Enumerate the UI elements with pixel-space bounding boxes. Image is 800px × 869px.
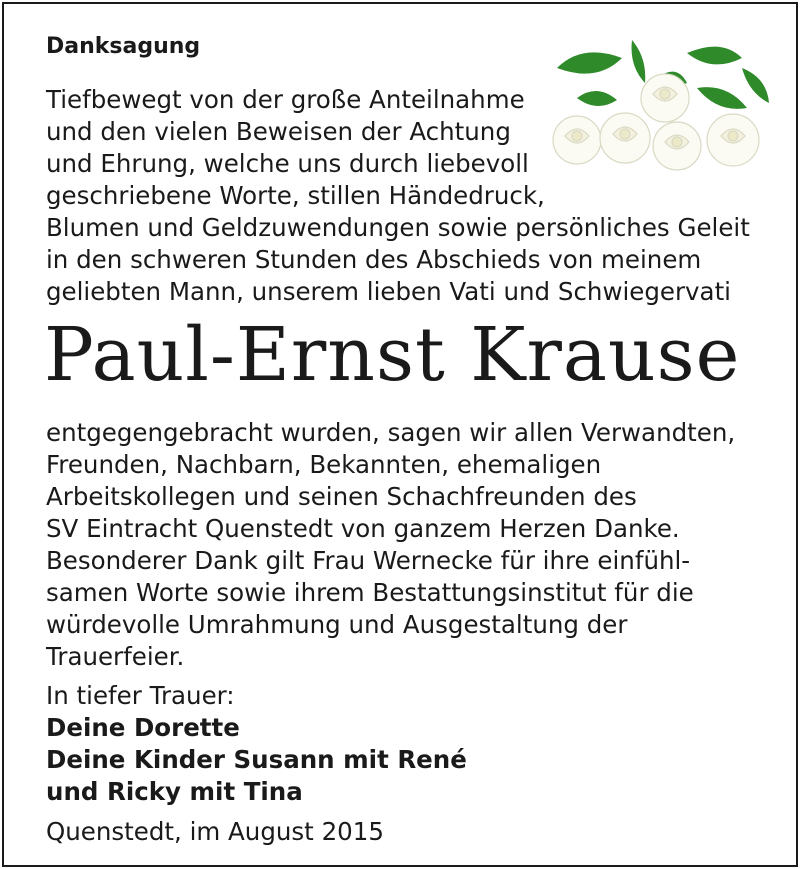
deceased-name: Paul-Ernst Krause	[44, 312, 741, 398]
rose-icon	[653, 122, 701, 170]
body-line: würdevolle Umrahmung und Ausgestaltung der	[46, 610, 628, 639]
leaf-icon	[742, 68, 769, 103]
intro-line: geschriebene Worte, stillen Händedruck,	[46, 181, 545, 210]
body-text	[46, 417, 735, 673]
intro-line: Tiefbewegt von der große Anteilnahme	[46, 85, 525, 114]
body-line: Trauerfeier.	[46, 642, 185, 671]
leaf-icon	[697, 87, 747, 109]
rose-icon	[600, 113, 650, 163]
leaf-icon	[687, 47, 742, 65]
signoff-name: Deine Kinder Susann mit René	[46, 745, 467, 774]
leaf-icon	[557, 52, 622, 73]
place-date: Quenstedt, im August 2015	[46, 817, 384, 846]
intro-line: in den schweren Stunden des Abschieds von meinem	[46, 245, 702, 274]
white-roses-image	[537, 28, 777, 178]
signoff-name: und Ricky mit Tina	[46, 777, 303, 806]
body-line: SV Eintracht Quenstedt von ganzem Herzen Danke.	[46, 514, 680, 543]
leaf-icon	[577, 91, 617, 106]
leaf-icon	[632, 40, 646, 83]
rose-icon	[707, 114, 759, 166]
rose-icon	[641, 74, 689, 122]
intro-line: geliebten Mann, unserem lieben Vati und Schwiegervati	[46, 277, 731, 306]
heading: Danksagung	[46, 34, 201, 59]
intro-line: und Ehrung, welche uns durch liebevoll	[46, 149, 529, 178]
intro-line: Blumen und Geldzuwendungen sowie persönliches Geleit	[46, 213, 750, 242]
rose-icon	[553, 116, 601, 164]
obituary-notice	[2, 2, 798, 867]
body-line: Freunden, Nachbarn, Bekannten, ehemaligen	[46, 450, 602, 479]
signoff-intro: In tiefer Trauer:	[46, 681, 235, 710]
body-line: Arbeitskollegen und seinen Schachfreunden des	[46, 482, 637, 511]
signoff	[46, 680, 467, 808]
signoff-name: Deine Dorette	[46, 713, 240, 742]
intro-line: und den vielen Beweisen der Achtung	[46, 117, 511, 146]
body-line: samen Worte sowie ihrem Bestattungsinstitut für die	[46, 578, 694, 607]
body-line: Besonderer Dank gilt Frau Wernecke für ihre einfühl-	[46, 546, 691, 575]
body-line: entgegengebracht wurden, sagen wir allen Verwandten,	[46, 418, 736, 447]
